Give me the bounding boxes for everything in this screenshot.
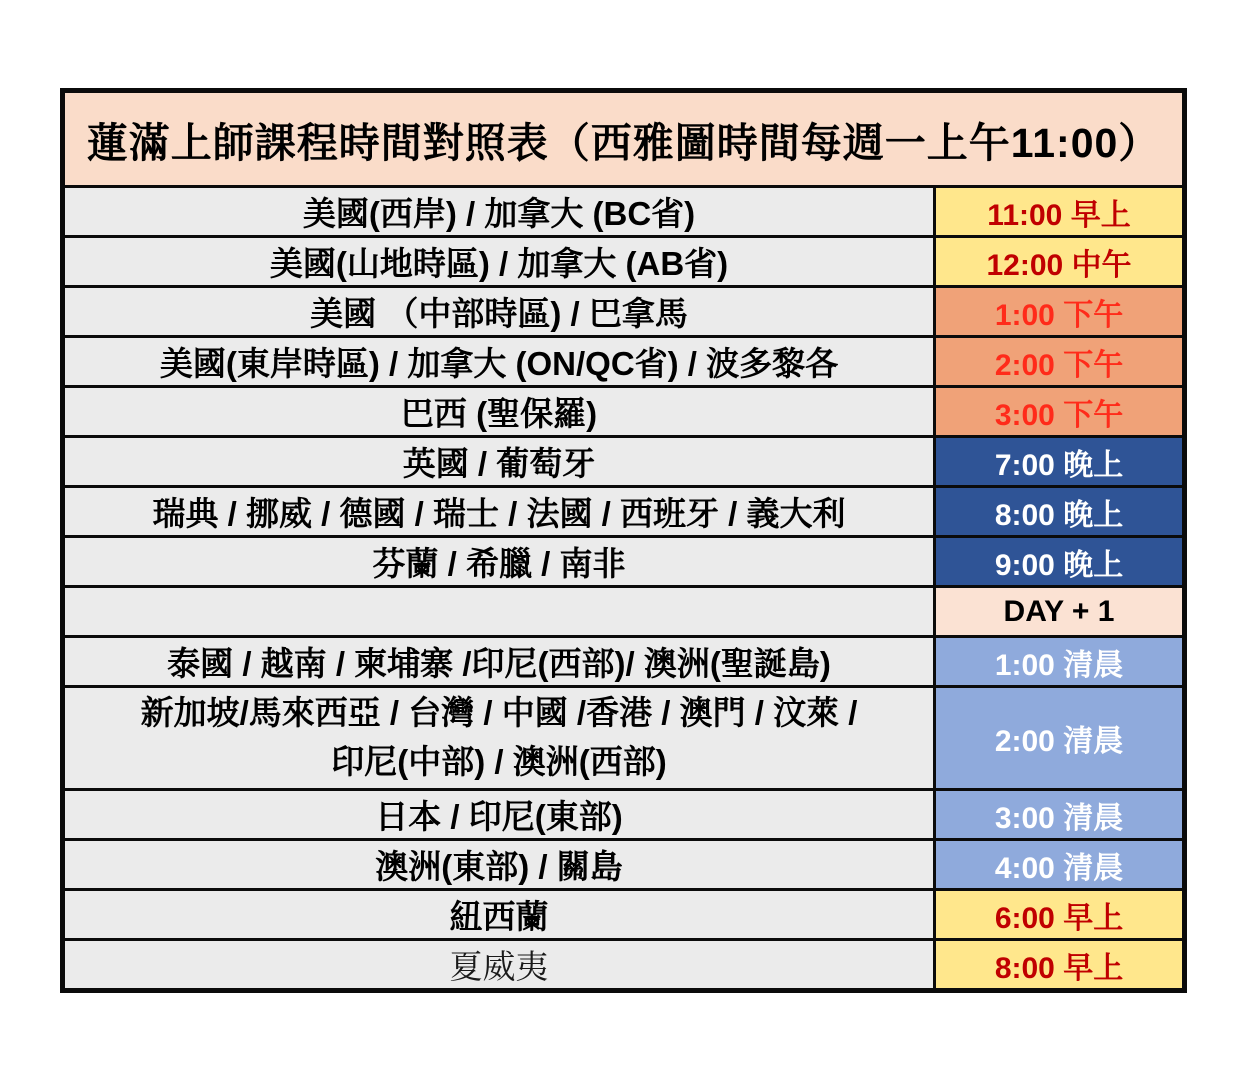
region-cell-empty [63,587,935,637]
time-text: 7:00 晚上 [994,448,1124,482]
region-cell [63,537,935,587]
time-cell [935,237,1185,287]
region-text: 紐西蘭 [449,898,549,935]
region-text: 英國 / 葡萄牙 [402,445,596,482]
time-text: 4:00 清晨 [994,851,1124,885]
region-text: 芬蘭 / 希臘 / 南非 [372,545,626,582]
timezone-table [60,88,1187,993]
region-cell [63,790,935,840]
region-text: 美國(西岸) / 加拿大 (BC省) [302,195,696,232]
table-row [63,637,1185,687]
region-cell [63,487,935,537]
region-text: 夏威夷 [449,950,549,986]
time-text: 6:00 早上 [994,901,1124,935]
region-cell [63,437,935,487]
page-title: 蓮滿上師課程時間對照表（西雅圖時間每週一上午11:00） [86,119,1161,166]
time-cell [935,840,1185,890]
table-row [63,587,1185,637]
title-cell [63,91,1185,187]
day-plus-one-cell [935,587,1185,637]
time-cell [935,287,1185,337]
table-row [63,287,1185,337]
time-cell [935,637,1185,687]
region-cell [63,187,935,237]
table-row [63,237,1185,287]
table-row [63,487,1185,537]
day-plus-one-text: DAY + 1 [1003,594,1115,628]
region-cell [63,287,935,337]
table-row [63,890,1185,940]
time-text: 2:00 下午 [994,348,1124,382]
region-text-line2: 印尼(中部) / 澳洲(西部) [331,743,667,780]
table-row [63,940,1185,991]
region-text-line1: 新加坡/馬來西亞 / 台灣 / 中國 /香港 / 澳門 / 汶萊 / [140,694,858,732]
region-text: 澳洲(東部) / 關島 [375,848,623,885]
region-text: 巴西 (聖保羅) [400,395,598,432]
region-cell [63,687,935,790]
time-text: 3:00 清晨 [994,801,1124,835]
time-text: 12:00 中午 [986,248,1132,282]
time-cell [935,940,1185,991]
region-text: 美國(東岸時區) / 加拿大 (ON/QC省) / 波多黎各 [159,345,839,382]
table-row [63,840,1185,890]
time-cell [935,437,1185,487]
region-cell [63,387,935,437]
time-cell [935,687,1185,790]
region-cell [63,337,935,387]
time-text: 1:00 清晨 [994,648,1124,682]
time-text: 1:00 下午 [994,298,1124,332]
table-row [63,687,1185,790]
time-cell [935,387,1185,437]
time-cell [935,487,1185,537]
region-cell [63,637,935,687]
table-row [63,437,1185,487]
region-cell [63,840,935,890]
region-text: 美國(山地時區) / 加拿大 (AB省) [269,245,729,282]
region-text: 瑞典 / 挪威 / 德國 / 瑞士 / 法國 / 西班牙 / 義大利 [152,495,846,532]
region-text: 日本 / 印尼(東部) [375,798,623,835]
table-row [63,337,1185,387]
time-cell [935,890,1185,940]
schedule-sheet [60,88,1187,993]
region-text: 泰國 / 越南 / 柬埔寨 /印尼(西部)/ 澳洲(聖誕島) [167,645,831,682]
table-row [63,387,1185,437]
region-cell [63,237,935,287]
time-cell [935,790,1185,840]
table-row [63,790,1185,840]
time-text: 8:00 早上 [994,951,1124,985]
time-cell [935,337,1185,387]
time-cell [935,187,1185,237]
time-cell [935,537,1185,587]
time-text: 3:00 下午 [994,398,1124,432]
region-text: 美國 （中部時區) / 巴拿馬 [310,295,688,332]
region-cell [63,940,935,991]
region-cell [63,890,935,940]
table-row [63,187,1185,237]
table-row [63,537,1185,587]
time-text: 2:00 清晨 [994,725,1124,758]
time-text: 11:00 早上 [987,198,1131,232]
time-text: 9:00 晚上 [994,548,1124,582]
table-row [63,91,1185,187]
time-text: 8:00 晚上 [994,498,1124,532]
